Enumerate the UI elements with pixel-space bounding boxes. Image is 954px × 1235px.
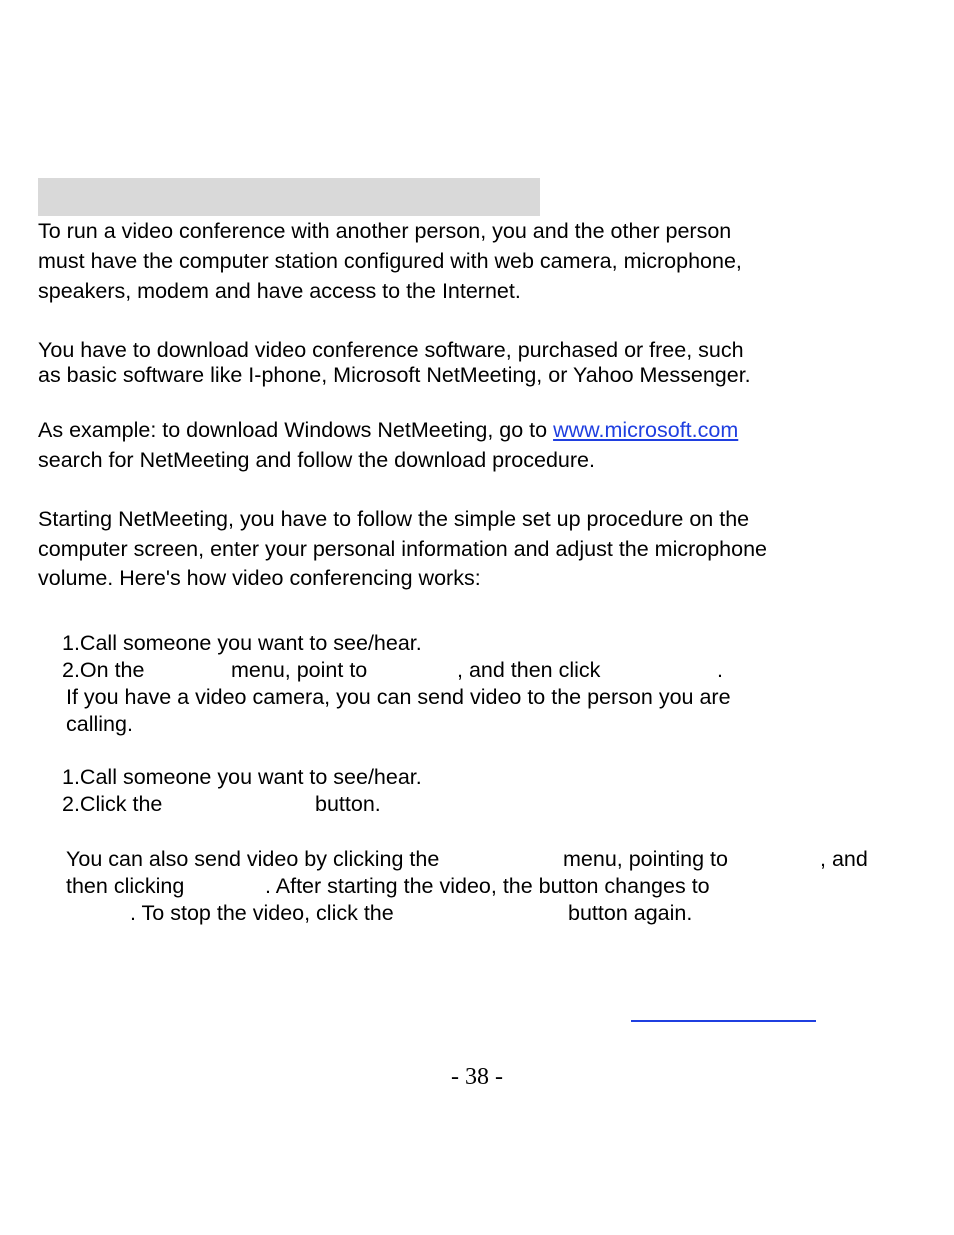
text-line: speakers, modem and have access to the Internet.	[38, 279, 521, 303]
step-menu-point: menu, point to	[231, 658, 368, 682]
step-call: 1.Call someone you want to see/hear.	[62, 765, 422, 789]
step-menu-end: .	[717, 658, 723, 682]
step-menu-click: , and then click	[457, 658, 601, 682]
text-segment: You can also send video by clicking the	[66, 847, 440, 871]
step-call: 1.Call someone you want to see/hear.	[62, 631, 422, 655]
text-segment: As example: to download Windows NetMeeting, go to	[38, 418, 554, 442]
text-segment: . After starting the video, the button changes to	[265, 874, 710, 898]
paragraph-requirements	[38, 216, 918, 306]
text-line: must have the computer station configured with web camera, microphone,	[38, 249, 742, 273]
step-menu-label: 2.On the	[62, 658, 145, 682]
text-segment: menu, pointing to	[563, 847, 728, 871]
section-heading-bar	[38, 178, 540, 216]
link-underline	[631, 1020, 816, 1022]
text-line: volume. Here's how video conferencing works:	[38, 566, 481, 590]
page-number: - 38 -	[451, 1064, 503, 1090]
text-segment: . To stop the video, click the	[130, 901, 394, 925]
paragraph-starting-netmeeting	[38, 504, 918, 592]
text-line: To run a video conference with another person, you and the other person	[38, 219, 732, 243]
text-line: as basic software like I-phone, Microsoft NetMeeting, or Yahoo Messenger.	[38, 363, 751, 387]
camera-note: calling.	[66, 712, 133, 736]
text-segment: button again.	[568, 901, 693, 925]
paragraph-software	[38, 336, 918, 387]
step-click-button: button.	[315, 792, 381, 816]
step-click-label: 2.Click the	[62, 792, 163, 816]
text-segment: then clicking	[66, 874, 185, 898]
microsoft-link[interactable]: www.microsoft.com	[553, 418, 739, 442]
camera-note: If you have a video camera, you can send video to the person you are	[66, 685, 731, 709]
text-line: search for NetMeeting and follow the download procedure.	[38, 448, 595, 472]
text-line	[38, 415, 918, 445]
text-line: Starting NetMeeting, you have to follow the simple set up procedure on the	[38, 507, 750, 531]
text-line: You have to download video conference software, purchased or free, such	[38, 338, 744, 362]
paragraph-download-example	[38, 415, 918, 475]
text-line: computer screen, enter your personal information and adjust the microphone	[38, 537, 768, 561]
text-segment: , and	[820, 847, 868, 871]
